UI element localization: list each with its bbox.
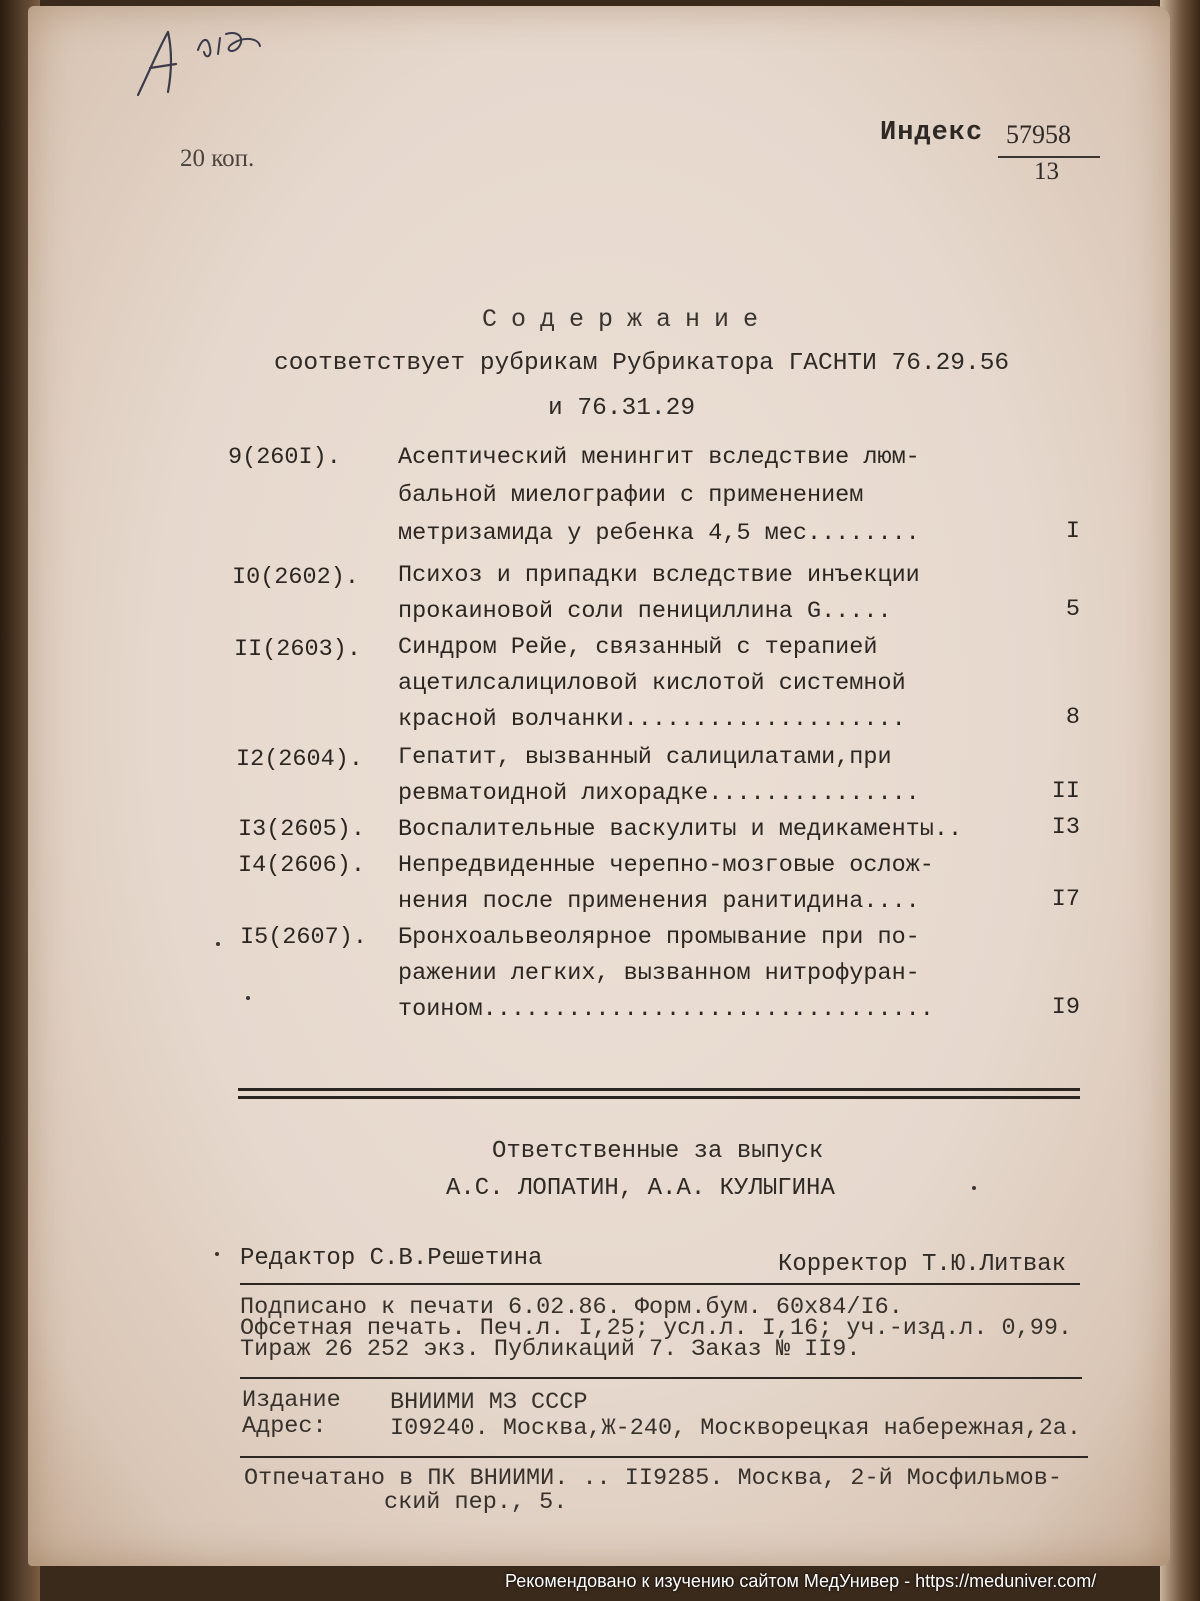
imprint-rule-3 <box>240 1456 1088 1458</box>
toc-entry-line: ацетилсалициловой кислотой системной <box>398 670 906 697</box>
imprint-rule-1 <box>240 1283 1080 1285</box>
speck <box>246 996 250 1000</box>
index-denominator: 13 <box>1034 158 1059 185</box>
toc-entry-page: I3 <box>1051 814 1080 841</box>
publisher-value: ВНИИМИ МЗ СССР <box>390 1389 588 1416</box>
toc-entry-page: 5 <box>1065 596 1080 623</box>
contents-subtitle-line2: и 76.31.29 <box>548 395 696 422</box>
toc-entry-line: Синдром Рейе, связанный с терапией <box>398 634 878 661</box>
speck <box>216 942 220 946</box>
responsible-names: А.С. ЛОПАТИН, А.А. КУЛЫГИНА <box>446 1175 835 1202</box>
imprint-line-3: Тираж 26 252 экз. Публикаций 7. Заказ № II9. <box>240 1336 861 1363</box>
imprint-rule-2 <box>240 1377 1082 1379</box>
double-rule-top <box>238 1088 1080 1091</box>
toc-entry-number: I5(2607). <box>240 924 367 951</box>
toc-entry-line: ражении легких, вызванном нитрофуран- <box>398 960 920 987</box>
toc-entry-line: ревматоидной лихорадке............... <box>398 780 920 807</box>
contents-subtitle-line1: соответствует рубрикам Рубрикатора ГАСНТИ 76.29.56 <box>274 350 1010 377</box>
contents-title: Содержание <box>482 305 773 334</box>
toc-entry-number: I0(2602). <box>232 564 359 591</box>
double-rule-bottom <box>238 1096 1080 1099</box>
toc-entry-number: 9(260I). <box>228 444 341 471</box>
toc-entry-number: I3(2605). <box>238 816 365 843</box>
address-label: Адрес: <box>242 1413 327 1440</box>
site-watermark: Рекомендовано к изучению сайтом МедУнивер - https://meduniver.com/ <box>505 1571 1097 1591</box>
printed-by-line-2: ский пер., 5. <box>384 1489 568 1516</box>
handwritten-mark <box>128 20 288 100</box>
corrector-credit: Корректор Т.Ю.Литвак <box>778 1251 1067 1278</box>
publisher-label: Издание <box>242 1387 341 1414</box>
editor-credit: Редактор С.В.Решетина <box>240 1245 543 1272</box>
toc-entry-line: нения после применения ранитидина.... <box>398 888 920 915</box>
toc-entry-line: Непредвиденные черепно-мозговые ослож- <box>398 852 934 879</box>
toc-entry-page: I9 <box>1051 994 1080 1021</box>
printed-by-line-1: Отпечатано в ПК ВНИИМИ. .. II9285. Москва, 2-й Мосфильмов- <box>244 1465 1062 1492</box>
speck <box>215 1252 219 1256</box>
address-value: I09240. Москва,Ж-240, Москворецкая набережная,2а. <box>390 1415 1082 1442</box>
toc-entry-page: 8 <box>1065 704 1080 731</box>
toc-entry-page: I7 <box>1051 886 1080 913</box>
price-label: 20 коп. <box>180 145 255 172</box>
toc-entry-line: метризамида у ребенка 4,5 мес........ <box>398 520 920 547</box>
toc-entry-number: II(2603). <box>234 636 361 663</box>
toc-entry-page: I <box>1065 518 1080 545</box>
toc-entry-line: прокаиновой соли пенициллина G..... <box>398 598 892 625</box>
index-number: 57958 <box>1006 120 1071 149</box>
toc-entry-number: I4(2606). <box>238 852 365 879</box>
toc-entry-line: Бронхоальвеолярное промывание при по- <box>398 924 920 951</box>
toc-entry-line: Психоз и припадки вследствие инъекции <box>398 562 920 589</box>
toc-entry-number: I2(2604). <box>236 746 363 773</box>
imprint-line-2: Офсетная печать. Печ.л. I,25; усл.л. I,16; уч.-изд.л. 0,99. <box>240 1315 1073 1342</box>
imprint-line-1: Подписано к печати 6.02.86. Форм.бум. 60х84/I6. <box>240 1294 903 1321</box>
toc-entry-page: II <box>1051 778 1080 805</box>
responsible-heading: Ответственные за выпуск <box>492 1138 824 1165</box>
toc-entry-line: Воспалительные васкулиты и медикаменты.. <box>398 816 963 843</box>
toc-entry-line: красной волчанки.................... <box>398 706 906 733</box>
toc-entry-line: тоином................................ <box>398 996 934 1023</box>
toc-entry-line: Гепатит, вызванный салицилатами,при <box>398 744 892 771</box>
index-label: Индекс <box>880 118 984 148</box>
toc-entry-line: бальной миелографии с применением <box>398 482 864 509</box>
toc-entry-line: Асептический менингит вследствие люм- <box>398 444 920 471</box>
speck <box>972 1186 976 1190</box>
